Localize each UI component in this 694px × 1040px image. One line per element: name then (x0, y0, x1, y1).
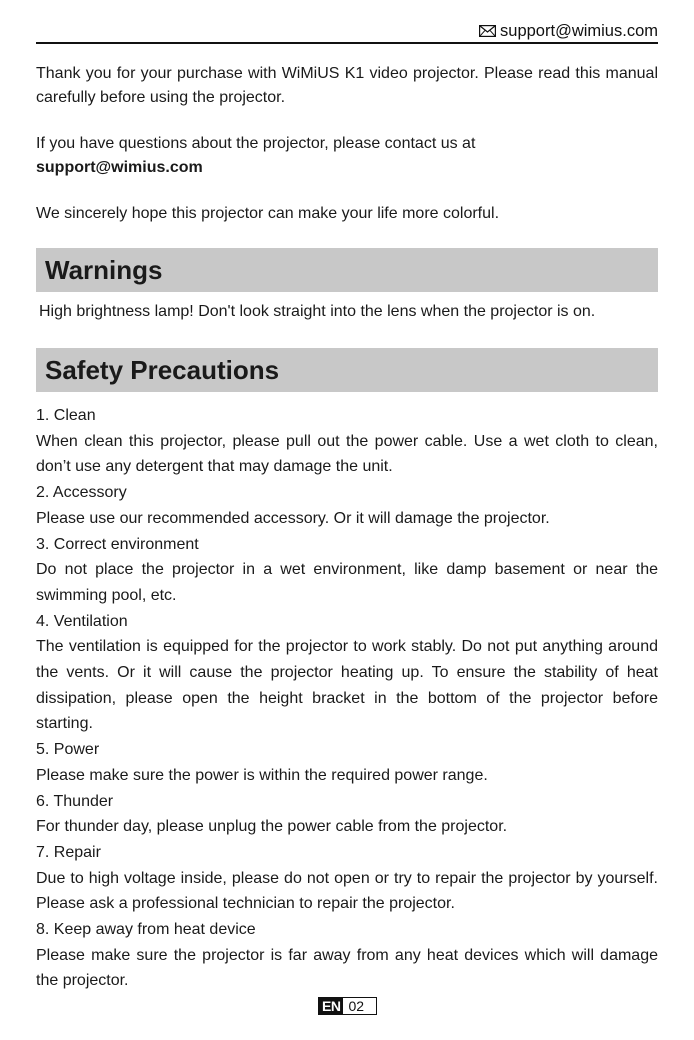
intro-contact-email[interactable]: support@wimius.com (36, 159, 203, 176)
warnings-text: High brightness lamp! Don't look straight into the lens when the projector is on. (39, 303, 596, 320)
safety-item-body: The ventilation is equipped for the projector to work stably. Do not put anything around the vents. Or it will cause the projector heating up. To ensure the stability of heat dissipation, please open the height bracket in the bottom of the projector before starting. (36, 638, 658, 733)
safety-item-environment (36, 532, 658, 609)
safety-heading: Safety Precautions (36, 348, 658, 392)
intro-hope: We sincerely hope this projector can make your life more colorful. (36, 205, 500, 222)
intro-contact: If you have questions about the projector, please contact us at (36, 135, 476, 152)
safety-item-title: 8. Keep away from heat device (36, 921, 256, 939)
safety-item-ventilation (36, 609, 658, 738)
safety-item-body: Please make sure the power is within the required power range. (36, 766, 488, 784)
safety-item-title: 6. Thunder (36, 792, 114, 810)
safety-item-title: 7. Repair (36, 843, 101, 861)
safety-item-title: 2. Accessory (36, 484, 127, 502)
safety-item-body: Please use our recommended accessory. Or it will damage the projector. (36, 509, 550, 527)
safety-item-title: 3. Correct environment (36, 535, 199, 553)
page-number: 02 (348, 998, 365, 1014)
safety-item-clean (36, 403, 658, 480)
safety-item-body: Do not place the projector in a wet environment, like damp basement or near the swimming pool, etc. (36, 561, 658, 604)
intro-thanks: Thank you for your purchase with WiMiUS K1 video projector. Please read this manual carefully before using the projector. (36, 65, 658, 106)
safety-item-repair (36, 840, 658, 917)
page-header (36, 20, 658, 44)
page-number-badge (318, 997, 377, 1015)
safety-item-accessory (36, 480, 658, 531)
mail-icon (479, 25, 496, 37)
header-contact (479, 21, 658, 41)
safety-item-title: 4. Ventilation (36, 612, 128, 630)
safety-item-power (36, 737, 658, 788)
safety-list (36, 403, 658, 994)
safety-item-body: Please make sure the projector is far away from any heat devices which will damage the projector. (36, 946, 658, 990)
page-content (36, 62, 658, 994)
safety-item-body: For thunder day, please unplug the power cable from the projector. (36, 818, 508, 836)
safety-item-title: 1. Clean (36, 407, 96, 424)
header-email[interactable]: support@wimius.com (500, 22, 658, 40)
safety-item-title: 5. Power (36, 741, 100, 759)
safety-item-heat (36, 917, 658, 994)
safety-item-body: Due to high voltage inside, please do not open or try to repair the projector by yourself. Please ask a professional technician to repair the projector. (36, 869, 658, 913)
warnings-heading: Warnings (36, 248, 658, 292)
safety-item-body: When clean this projector, please pull out the power cable. Use a wet cloth to clean, don’t use any detergent that may damage the unit. (36, 432, 658, 476)
safety-item-thunder (36, 789, 658, 840)
language-label: EN (319, 998, 343, 1014)
